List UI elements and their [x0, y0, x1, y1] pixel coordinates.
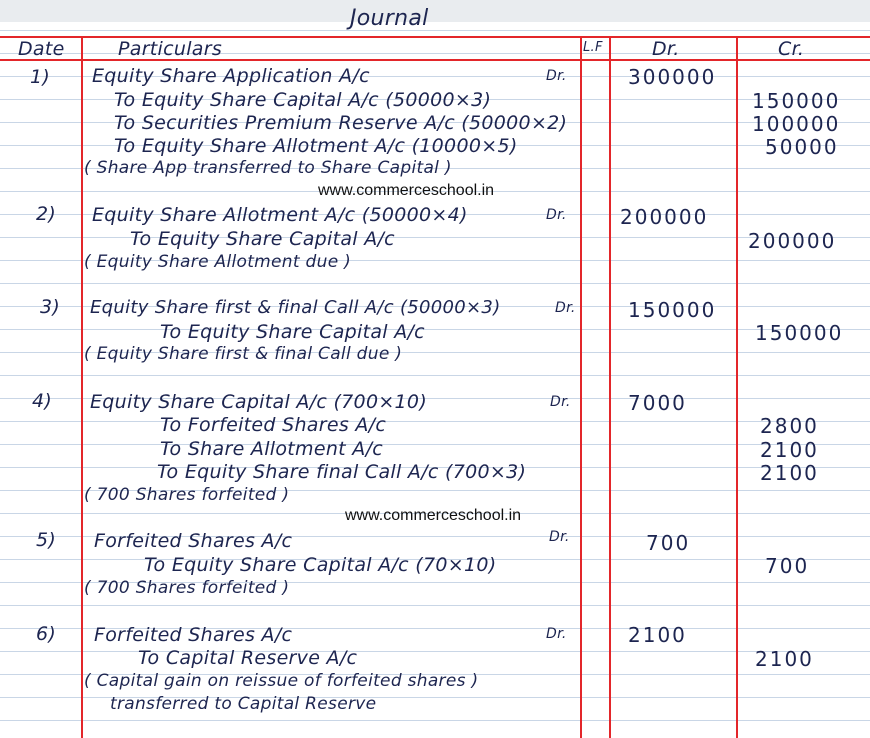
debit-amount: 150000 [628, 298, 717, 322]
entry-line: To Equity Share Capital A/c [130, 228, 395, 250]
entry-line: To Equity Share final Call A/c (700×3) [157, 461, 527, 483]
lf-column-right-rule [609, 36, 611, 738]
entry-line: Equity Share Allotment A/c (50000×4) [92, 204, 468, 226]
dr-mark: Dr. [550, 394, 571, 410]
entry-line: To Share Allotment A/c [160, 438, 384, 460]
header-lf: L.F [583, 40, 603, 55]
dr-mark: Dr. [546, 207, 567, 223]
narration-continued: transferred to Capital Reserve [110, 694, 377, 714]
watermark: www.commerceschool.in [345, 507, 522, 524]
entry-line: Forfeited Shares A/c [94, 624, 293, 646]
entry-line: To Equity Share Capital A/c [160, 321, 425, 343]
narration: ( 700 Shares forfeited ) [84, 578, 290, 598]
debit-amount: 300000 [628, 65, 717, 89]
lf-column-left-rule [580, 36, 582, 738]
debit-amount: 700 [646, 531, 691, 555]
credit-amount: 200000 [748, 229, 837, 253]
header-particulars: Particulars [118, 38, 223, 60]
credit-amount: 700 [765, 554, 810, 578]
entry-number: 1) [30, 66, 51, 88]
entry-line: Equity Share Application A/c [92, 65, 370, 87]
credit-amount: 2800 [760, 414, 819, 438]
credit-amount: 150000 [752, 89, 841, 113]
narration: ( Equity Share Allotment due ) [84, 252, 352, 272]
credit-amount: 2100 [755, 647, 814, 671]
entry-number: 2) [36, 203, 57, 225]
header-credit: Cr. [778, 38, 805, 60]
narration: ( Share App transferred to Share Capital ) [84, 158, 452, 178]
narration: ( Equity Share first & final Call due ) [84, 344, 403, 364]
watermark: www.commerceschool.in [318, 182, 495, 199]
dr-mark: Dr. [546, 626, 567, 642]
credit-amount: 2100 [760, 461, 819, 485]
entry-line: Forfeited Shares A/c [94, 530, 293, 552]
dr-mark: Dr. [546, 68, 567, 84]
entry-number: 5) [36, 529, 57, 551]
entry-line: To Equity Share Capital A/c (50000×3) [114, 89, 492, 111]
entry-line: To Forfeited Shares A/c [160, 414, 387, 436]
entry-line: To Equity Share Allotment A/c (10000×5) [114, 135, 518, 157]
debit-column-right-rule [736, 36, 738, 738]
entry-number: 6) [36, 623, 57, 645]
entry-line: To Securities Premium Reserve A/c (50000×2) [114, 112, 568, 134]
credit-amount: 50000 [765, 135, 839, 159]
entry-number: 4) [32, 390, 53, 412]
entry-line: To Capital Reserve A/c [138, 647, 358, 669]
header-debit: Dr. [652, 38, 680, 60]
dr-mark: Dr. [549, 529, 570, 545]
credit-amount: 100000 [752, 112, 841, 136]
narration: ( Capital gain on reissue of forfeited shares ) [84, 671, 479, 691]
top-strip [0, 0, 870, 22]
debit-amount: 2100 [628, 623, 687, 647]
dr-mark: Dr. [555, 300, 576, 316]
date-column-rule [81, 36, 83, 738]
entry-line: Equity Share Capital A/c (700×10) [90, 391, 428, 413]
debit-amount: 200000 [620, 205, 709, 229]
debit-amount: 7000 [628, 391, 687, 415]
narration: ( 700 Shares forfeited ) [84, 485, 290, 505]
header-date: Date [18, 38, 65, 60]
credit-amount: 2100 [760, 438, 819, 462]
credit-amount: 150000 [755, 321, 844, 345]
entry-number: 3) [40, 296, 61, 318]
entry-line: To Equity Share Capital A/c (70×10) [144, 554, 497, 576]
entry-line: Equity Share first & final Call A/c (50000×3) [90, 297, 501, 318]
journal-title: Journal [350, 6, 429, 31]
